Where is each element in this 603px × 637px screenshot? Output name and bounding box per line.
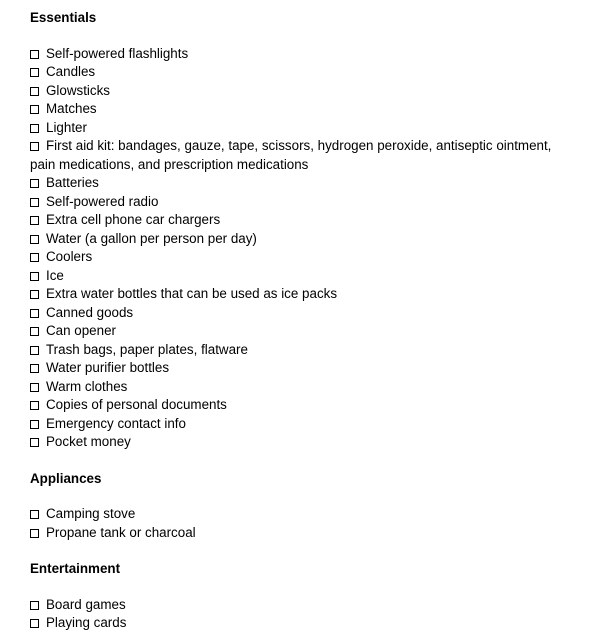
checklist-item (30, 433, 578, 452)
checkbox-icon (30, 438, 39, 447)
checklist-item (30, 378, 578, 397)
checklist-item (30, 230, 578, 249)
item-label: First aid kit: bandages, gauze, tape, scissors, hydrogen peroxide, antiseptic ointment, pain medications, and prescription medications (30, 138, 552, 172)
checklist-item (30, 137, 578, 174)
checkbox-icon (30, 179, 39, 188)
checkbox-icon (30, 290, 39, 299)
item-label: Self-powered flashlights (46, 45, 189, 61)
checkbox-icon (30, 619, 39, 628)
checkbox-icon (30, 68, 39, 77)
item-label: Propane tank or charcoal (46, 524, 196, 540)
item-label: Extra water bottles that can be used as ice packs (46, 286, 338, 301)
item-label: Coolers (46, 249, 93, 264)
item-label: Glowsticks (46, 82, 110, 98)
item-label: Self-powered radio (46, 193, 159, 209)
item-list-appliances (30, 505, 578, 542)
item-label: Batteries (46, 175, 99, 190)
checklist-item (30, 174, 578, 193)
checklist-item (30, 211, 578, 230)
item-label: Canned goods (46, 304, 134, 320)
checklist-item (30, 100, 578, 119)
section-heading-appliances: Appliances (30, 470, 102, 486)
item-label: Water (a gallon per person per day) (46, 230, 257, 246)
checkbox-icon (30, 529, 39, 538)
checkbox-icon (30, 327, 39, 336)
item-label: Emergency contact info (46, 415, 186, 431)
item-label: Can opener (46, 323, 116, 338)
checklist-item (30, 285, 578, 304)
item-label: Matches (46, 101, 97, 116)
checklist-item (30, 415, 578, 434)
item-label: Camping stove (46, 506, 136, 521)
item-label: Extra cell phone car chargers (46, 212, 221, 227)
checklist-item (30, 614, 578, 633)
checkbox-icon (30, 272, 39, 281)
item-label: Ice (46, 267, 64, 283)
checklist-item (30, 322, 578, 341)
checkbox-icon (30, 510, 39, 519)
checklist-item (30, 119, 578, 138)
checklist-item (30, 359, 578, 378)
checklist-item (30, 596, 578, 615)
checklist-item (30, 304, 578, 323)
checkbox-icon (30, 198, 39, 207)
item-list-entertainment (30, 596, 578, 633)
item-label: Board games (46, 596, 126, 612)
checkbox-icon (30, 383, 39, 392)
checkbox-icon (30, 216, 39, 225)
item-label: Playing cards (46, 615, 127, 630)
checklist-document (30, 9, 578, 633)
section-entertainment (30, 560, 578, 633)
checkbox-icon (30, 346, 39, 355)
checkbox-icon (30, 364, 39, 373)
section-heading-entertainment: Entertainment (30, 561, 121, 576)
checklist-item (30, 505, 578, 524)
checklist-item (30, 524, 578, 543)
checkbox-icon (30, 253, 39, 262)
checklist-item (30, 193, 578, 212)
item-label: Trash bags, paper plates, flatware (46, 341, 248, 357)
section-appliances (30, 470, 578, 543)
checklist-item (30, 267, 578, 286)
checklist-item (30, 248, 578, 267)
checklist-item (30, 45, 578, 64)
checkbox-icon (30, 105, 39, 114)
item-label: Water purifier bottles (46, 360, 170, 375)
item-label: Lighter (46, 119, 87, 135)
item-label: Warm clothes (46, 378, 128, 394)
checkbox-icon (30, 309, 39, 318)
section-heading-essentials: Essentials (30, 10, 97, 25)
checkbox-icon (30, 124, 39, 133)
item-label: Pocket money (46, 434, 131, 449)
item-label: Candles (46, 64, 96, 79)
checklist-item (30, 341, 578, 360)
checkbox-icon (30, 420, 39, 429)
checkbox-icon (30, 50, 39, 59)
section-essentials (30, 9, 578, 452)
item-label: Copies of personal documents (46, 397, 227, 412)
checkbox-icon (30, 401, 39, 410)
checklist-item (30, 63, 578, 82)
checkbox-icon (30, 235, 39, 244)
checkbox-icon (30, 142, 39, 151)
item-list-essentials (30, 45, 578, 452)
checkbox-icon (30, 87, 39, 96)
checklist-item (30, 82, 578, 101)
checklist-item (30, 396, 578, 415)
checkbox-icon (30, 601, 39, 610)
